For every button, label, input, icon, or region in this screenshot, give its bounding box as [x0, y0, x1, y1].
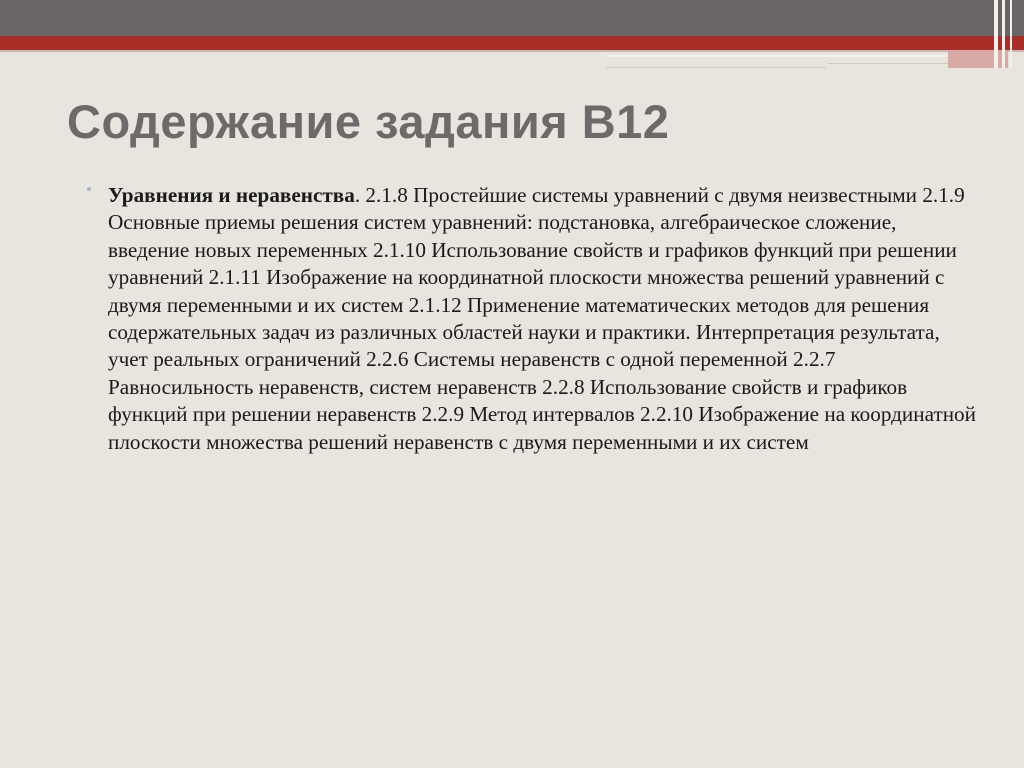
header-red-band	[0, 36, 1024, 50]
header-decor-line	[606, 67, 826, 68]
header-decor-line	[828, 63, 948, 64]
header-decor-block	[948, 50, 1008, 68]
header-decor-stripe	[1002, 0, 1005, 68]
slide-body	[108, 182, 978, 456]
header-divider	[0, 50, 1024, 52]
slide-title: Содержание задания В12	[67, 95, 670, 148]
header-decor-stripe	[1010, 0, 1012, 68]
body-text: . 2.1.8 Простейшие системы уравнений с двумя неизвестными 2.1.9 Основные приемы решения систем уравнений: подстановка, алгебраическое сложение, введение новых переменных 2.1.10 Использование свойств и графиков функций при решении уравнений 2.1.11 Изображение на координатной плоскости множества решений уравнений с двумя переменными и их систем 2.1.12 Применение математических методов для решения содержательных задач из различных областей науки и практики. Интерпретация результата, учет реальных ограничений 2.2.6 Системы неравенств с одной переменной 2.2.7 Равносильность неравенств, систем неравенств 2.2.8 Использование свойств и графиков функций при решении неравенств 2.2.9 Метод интервалов 2.2.10 Изображение на координатной плоскости множества решений неравенств с двумя переменными и их систем	[108, 183, 976, 454]
header-decor-line	[606, 55, 948, 57]
bold-lead-text: Уравнения и неравенства	[108, 183, 355, 207]
header-decor-stripe	[994, 0, 998, 68]
bullet-icon: •	[86, 180, 92, 199]
header-gray-band	[0, 0, 1024, 36]
bullet-paragraph	[108, 182, 978, 456]
